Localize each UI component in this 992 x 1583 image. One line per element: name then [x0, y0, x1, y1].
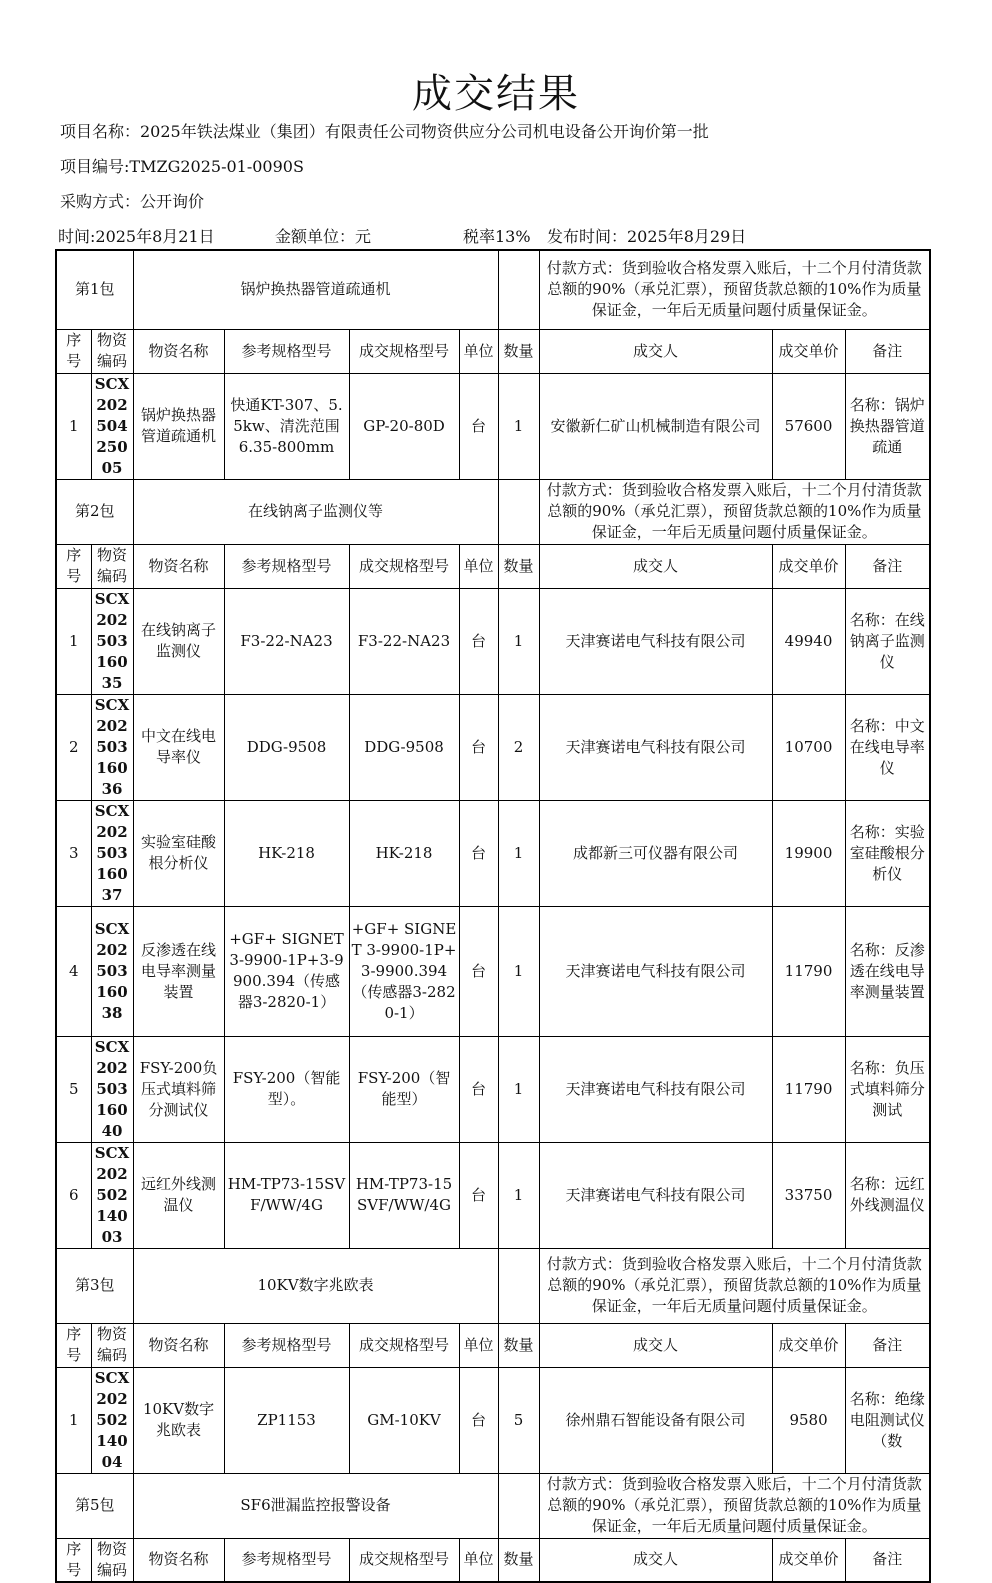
cell-ref: F3-22-NA23 [224, 588, 349, 694]
results-table [55, 249, 931, 1583]
cell-code: SCX20250316035 [91, 588, 133, 694]
header-seq: 序号 [56, 1323, 91, 1367]
cell-unit: 台 [459, 588, 498, 694]
header-row [56, 1538, 930, 1582]
project-name: 项目名称：2025年铁法煤业（集团）有限责任公司物资供应分公司机电设备公开询价第一批 [60, 122, 709, 141]
cell-winner: 天津赛诺电气科技有限公司 [539, 694, 772, 800]
header-note: 备注 [845, 544, 930, 588]
cell-name: 锅炉换热器管道疏通机 [133, 373, 224, 479]
cell-seq: 1 [56, 373, 91, 479]
cell-note: 名称：实验室硅酸根分析仪 [845, 800, 930, 906]
cell-unit: 台 [459, 1142, 498, 1248]
table-row [56, 694, 930, 800]
header-code: 物资编码 [91, 329, 133, 373]
header-ref: 参考规格型号 [224, 1323, 349, 1367]
cell-price: 10700 [772, 694, 845, 800]
table-row [56, 906, 930, 1036]
package-label: 第1包 [56, 250, 133, 329]
header-qty: 数量 [498, 544, 539, 588]
payment-terms: 付款方式：货到验收合格发票入账后，十二个月付清货款总额的90%（承兑汇票），预留货款总额的10%作为质量保证金，一年后无质量问题付质量保证金。 [539, 1473, 930, 1538]
package-label: 第2包 [56, 479, 133, 544]
package-label: 第5包 [56, 1473, 133, 1538]
header-name: 物资名称 [133, 1538, 224, 1582]
payment-terms: 付款方式：货到验收合格发票入账后，十二个月付清货款总额的90%（承兑汇票），预留货款总额的10%作为质量保证金，一年后无质量问题付质量保证金。 [539, 479, 930, 544]
cell-unit: 台 [459, 1367, 498, 1473]
cell-deal: DDG-9508 [349, 694, 459, 800]
cell-name: 10KV数字兆欧表 [133, 1367, 224, 1473]
cell-winner: 徐州鼎石智能设备有限公司 [539, 1367, 772, 1473]
cell-price: 49940 [772, 588, 845, 694]
package-spacer [498, 250, 539, 329]
cell-code: SCX20250214004 [91, 1367, 133, 1473]
table-row [56, 800, 930, 906]
table-row [56, 373, 930, 479]
header-seq: 序号 [56, 544, 91, 588]
page-title: 成交结果 [412, 71, 580, 117]
table-row [56, 1367, 930, 1473]
cell-note: 名称：远红外线测温仪 [845, 1142, 930, 1248]
cell-seq: 2 [56, 694, 91, 800]
cell-winner: 天津赛诺电气科技有限公司 [539, 906, 772, 1036]
package-spacer [498, 1473, 539, 1538]
header-unit: 单位 [459, 1323, 498, 1367]
header-unit: 单位 [459, 329, 498, 373]
cell-note: 名称：负压式填料筛分测试 [845, 1036, 930, 1142]
publish-date: 发布时间：2025年8月29日 [547, 227, 747, 246]
package-spacer [498, 1248, 539, 1323]
cell-seq: 4 [56, 906, 91, 1036]
currency-unit: 金额单位：元 [275, 227, 372, 246]
header-code: 物资编码 [91, 1538, 133, 1582]
header-deal: 成交规格型号 [349, 1538, 459, 1582]
cell-ref: HM-TP73-15SVF/WW/4G [224, 1142, 349, 1248]
cell-qty: 1 [498, 1142, 539, 1248]
header-deal: 成交规格型号 [349, 544, 459, 588]
cell-name: 在线钠离子监测仪 [133, 588, 224, 694]
cell-ref: +GF+ SIGNET 3-9900-1P+3-9900.394（传感器3-2820-1） [224, 906, 349, 1036]
cell-note: 名称：中文在线电导率仪 [845, 694, 930, 800]
table-row [56, 588, 930, 694]
header-unit: 单位 [459, 1538, 498, 1582]
header-row [56, 544, 930, 588]
cell-name: FSY-200负压式填料筛分测试仪 [133, 1036, 224, 1142]
cell-qty: 1 [498, 588, 539, 694]
package-row [56, 1248, 930, 1323]
cell-deal: F3-22-NA23 [349, 588, 459, 694]
cell-qty: 1 [498, 906, 539, 1036]
cell-price: 57600 [772, 373, 845, 479]
cell-deal: GM-10KV [349, 1367, 459, 1473]
cell-note: 名称：反渗透在线电导率测量装置 [845, 906, 930, 1036]
header-price: 成交单价 [772, 1538, 845, 1582]
cell-name: 远红外线测温仪 [133, 1142, 224, 1248]
cell-qty: 1 [498, 373, 539, 479]
cell-name: 中文在线电导率仪 [133, 694, 224, 800]
cell-unit: 台 [459, 373, 498, 479]
cell-note: 名称：在线钠离子监测仪 [845, 588, 930, 694]
cell-seq: 1 [56, 588, 91, 694]
cell-code: SCX20250316036 [91, 694, 133, 800]
project-number: 项目编号:TMZG2025-01-0090S [60, 157, 304, 176]
package-title: SF6泄漏监控报警设备 [133, 1473, 498, 1538]
cell-deal: HK-218 [349, 800, 459, 906]
header-name: 物资名称 [133, 1323, 224, 1367]
cell-price: 9580 [772, 1367, 845, 1473]
header-unit: 单位 [459, 544, 498, 588]
cell-deal: FSY-200（智能型） [349, 1036, 459, 1142]
cell-ref: ZP1153 [224, 1367, 349, 1473]
cell-seq: 6 [56, 1142, 91, 1248]
table-row [56, 1036, 930, 1142]
cell-code: SCX20250316037 [91, 800, 133, 906]
header-ref: 参考规格型号 [224, 1538, 349, 1582]
procurement-method: 采购方式：公开询价 [60, 192, 205, 211]
cell-note: 名称：绝缘电阻测试仪（数 [845, 1367, 930, 1473]
package-title: 在线钠离子监测仪等 [133, 479, 498, 544]
cell-code: SCX20250316038 [91, 906, 133, 1036]
package-label: 第3包 [56, 1248, 133, 1323]
header-ref: 参考规格型号 [224, 329, 349, 373]
cell-winner: 成都新三可仪器有限公司 [539, 800, 772, 906]
cell-qty: 5 [498, 1367, 539, 1473]
cell-price: 19900 [772, 800, 845, 906]
cell-ref: HK-218 [224, 800, 349, 906]
header-qty: 数量 [498, 329, 539, 373]
cell-winner: 安徽新仁矿山机械制造有限公司 [539, 373, 772, 479]
cell-ref: FSY-200（智能型）。 [224, 1036, 349, 1142]
cell-unit: 台 [459, 1036, 498, 1142]
cell-name: 反渗透在线电导率测量装置 [133, 906, 224, 1036]
header-winner: 成交人 [539, 544, 772, 588]
header-note: 备注 [845, 329, 930, 373]
payment-terms: 付款方式：货到验收合格发票入账后，十二个月付清货款总额的90%（承兑汇票），预留货款总额的10%作为质量保证金，一年后无质量问题付质量保证金。 [539, 1248, 930, 1323]
header-note: 备注 [845, 1538, 930, 1582]
header-code: 物资编码 [91, 544, 133, 588]
cell-code: SCX20250316040 [91, 1036, 133, 1142]
header-deal: 成交规格型号 [349, 1323, 459, 1367]
header-name: 物资名称 [133, 544, 224, 588]
cell-name: 实验室硅酸根分析仪 [133, 800, 224, 906]
cell-price: 11790 [772, 906, 845, 1036]
cell-seq: 3 [56, 800, 91, 906]
cell-note: 名称：锅炉换热器管道疏通 [845, 373, 930, 479]
header-qty: 数量 [498, 1323, 539, 1367]
header-price: 成交单价 [772, 329, 845, 373]
header-winner: 成交人 [539, 329, 772, 373]
cell-ref: 快通KT-307、5.5kw、清洗范围6.35-800mm [224, 373, 349, 479]
cell-qty: 1 [498, 1036, 539, 1142]
cell-winner: 天津赛诺电气科技有限公司 [539, 1036, 772, 1142]
cell-deal: +GF+ SIGNET 3-9900-1P+3-9900.394（传感器3-2820-1） [349, 906, 459, 1036]
header-seq: 序号 [56, 1538, 91, 1582]
tax-rate: 税率13% [463, 227, 531, 246]
header-name: 物资名称 [133, 329, 224, 373]
header-row [56, 329, 930, 373]
package-row [56, 479, 930, 544]
cell-winner: 天津赛诺电气科技有限公司 [539, 1142, 772, 1248]
cell-deal: GP-20-80D [349, 373, 459, 479]
header-winner: 成交人 [539, 1323, 772, 1367]
header-code: 物资编码 [91, 1323, 133, 1367]
header-deal: 成交规格型号 [349, 329, 459, 373]
header-row [56, 1323, 930, 1367]
cell-seq: 1 [56, 1367, 91, 1473]
cell-seq: 5 [56, 1036, 91, 1142]
cell-unit: 台 [459, 694, 498, 800]
cell-price: 11790 [772, 1036, 845, 1142]
header-winner: 成交人 [539, 1538, 772, 1582]
header-note: 备注 [845, 1323, 930, 1367]
header-seq: 序号 [56, 329, 91, 373]
payment-terms: 付款方式：货到验收合格发票入账后，十二个月付清货款总额的90%（承兑汇票），预留货款总额的10%作为质量保证金，一年后无质量问题付质量保证金。 [539, 250, 930, 329]
header-ref: 参考规格型号 [224, 544, 349, 588]
cell-unit: 台 [459, 800, 498, 906]
cell-price: 33750 [772, 1142, 845, 1248]
header-price: 成交单价 [772, 544, 845, 588]
header-qty: 数量 [498, 1538, 539, 1582]
package-title: 10KV数字兆欧表 [133, 1248, 498, 1323]
cell-qty: 1 [498, 800, 539, 906]
package-spacer [498, 479, 539, 544]
package-title: 锅炉换热器管道疏通机 [133, 250, 498, 329]
cell-code: SCX20250425005 [91, 373, 133, 479]
header-price: 成交单价 [772, 1323, 845, 1367]
cell-qty: 2 [498, 694, 539, 800]
date: 时间:2025年8月21日 [58, 227, 215, 246]
package-row [56, 250, 930, 329]
cell-ref: DDG-9508 [224, 694, 349, 800]
table-row [56, 1142, 930, 1248]
cell-deal: HM-TP73-15SVF/WW/4G [349, 1142, 459, 1248]
package-row [56, 1473, 930, 1538]
cell-winner: 天津赛诺电气科技有限公司 [539, 588, 772, 694]
cell-unit: 台 [459, 906, 498, 1036]
cell-code: SCX20250214003 [91, 1142, 133, 1248]
